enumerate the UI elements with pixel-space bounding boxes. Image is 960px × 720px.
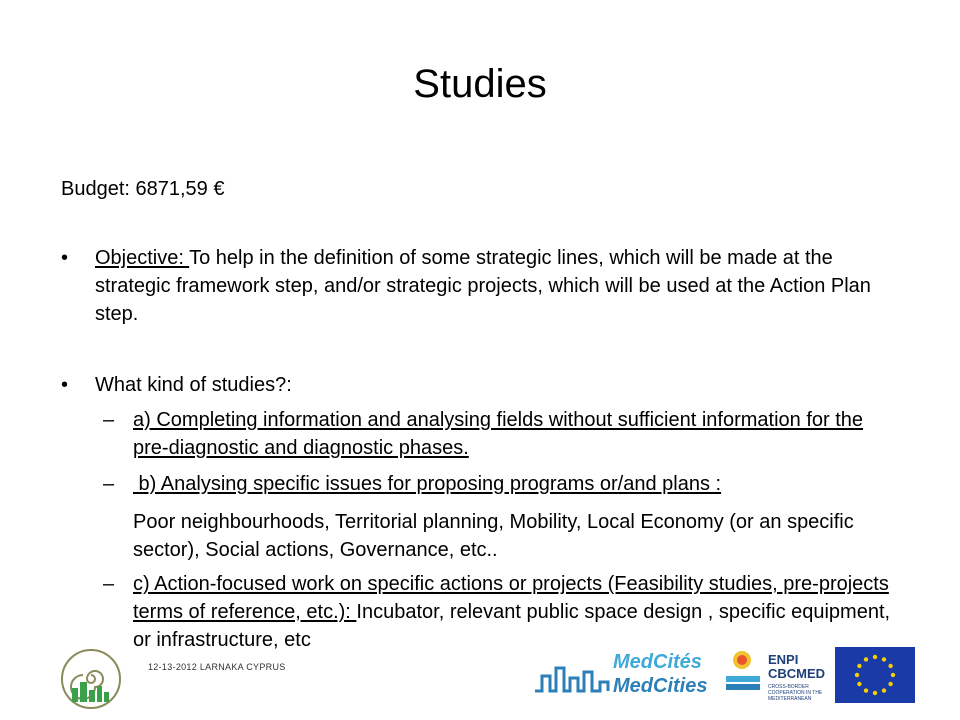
- objective-label: Objective:: [95, 247, 190, 269]
- city-spiral-logo: [60, 648, 122, 710]
- footer-date-location: 12-13-2012 LARNAKA CYPRUS: [148, 662, 286, 672]
- bullet-mark: •: [61, 247, 69, 269]
- dash-mark: –: [103, 409, 115, 431]
- cbcmed-label: CBCMED: [768, 666, 826, 681]
- slide-title: Studies: [413, 62, 547, 106]
- question-text: What kind of studies?:: [95, 374, 292, 396]
- bullet-mark: •: [61, 374, 69, 396]
- item-c-rest: Incubator, relevant public space design , specific equipment, or infrastructure, etc: [133, 601, 891, 651]
- item-c-underlined: c) Action-focused work on specific actions or projects (Feasibility studies, pre-projects terms of reference, etc.):: [133, 573, 889, 623]
- eu-flag-icon: [835, 647, 915, 703]
- question-bullet: [61, 371, 901, 399]
- dash-mark: –: [103, 473, 115, 495]
- budget-line: Budget: 6871,59 €: [61, 178, 225, 200]
- medcites-label-fr: MedCités: [613, 651, 702, 673]
- enpi-label: ENPI: [768, 652, 799, 667]
- medcites-label-en: MedCities: [613, 675, 708, 697]
- enpi-subtitle: CROSS-BORDER COOPERATION IN THE MEDITERRANEAN: [768, 684, 823, 702]
- item-b: [103, 470, 903, 498]
- item-a-text: a) Completing information and analysing fields without sufficient information for the pre-diagnostic and diagnostic phases.: [133, 409, 864, 459]
- item-a: [103, 406, 903, 462]
- objective-body: To help in the definition of some strategic lines, which will be made at the strategic framework step, and/or strategic projects, which will be used at the Action Plan step.: [95, 247, 871, 325]
- dash-mark: –: [103, 573, 115, 595]
- item-b-detail: Poor neighbourhoods, Territorial planning, Mobility, Local Economy (or an specific sector), Social actions, Governance, etc..: [133, 511, 854, 561]
- objective-text: [95, 244, 901, 328]
- item-c: [103, 570, 903, 654]
- enpi-logo-text: [768, 653, 825, 681]
- objective-bullet: [61, 244, 901, 328]
- item-b-text: b) Analysing specific issues for proposing programs or/and plans :: [133, 473, 722, 495]
